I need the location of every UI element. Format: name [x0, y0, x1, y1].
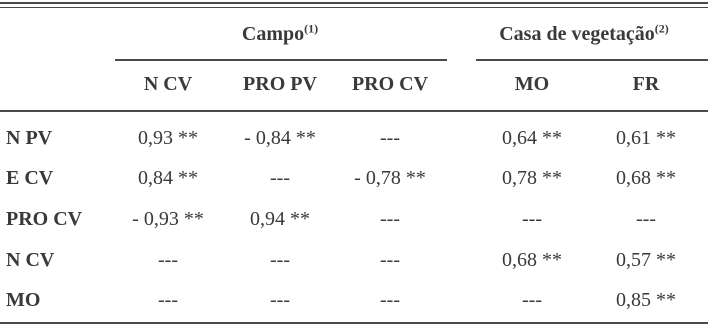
column-header: PRO CV — [351, 73, 429, 95]
top-rule — [0, 2, 708, 4]
column-header: FR — [632, 73, 660, 95]
table-cell: 0,85 ** — [616, 289, 676, 311]
column-header: MO — [514, 73, 550, 95]
row-label: PRO CV — [6, 208, 83, 230]
table-cell: 0,68 ** — [502, 249, 562, 271]
column-header: N CV — [143, 73, 193, 95]
table-cell: --- — [380, 249, 400, 271]
group-rule-campo — [115, 59, 447, 61]
group-label: Casa de vegetação — [499, 23, 655, 45]
group-header-campo — [242, 22, 318, 46]
table-cell: 0,94 ** — [250, 208, 310, 230]
row-label: N PV — [6, 127, 53, 149]
row-label: MO — [6, 289, 41, 311]
table-cell: 0,57 ** — [616, 249, 676, 271]
table-cell: 0,93 ** — [138, 127, 198, 149]
table-cell: --- — [270, 249, 290, 271]
table-cell: - 0,78 ** — [354, 167, 426, 189]
footnote-marker: (2) — [654, 21, 669, 36]
table-cell: 0,64 ** — [502, 127, 562, 149]
group-label: Campo — [241, 23, 305, 45]
table-cell: 0,68 ** — [616, 167, 676, 189]
table-cell: 0,84 ** — [138, 167, 198, 189]
column-header: PRO PV — [243, 73, 317, 95]
header-rule — [0, 110, 708, 112]
group-header-casa-de-vegetacao — [499, 22, 669, 46]
table-cell: --- — [380, 208, 400, 230]
table-cell: --- — [158, 289, 178, 311]
table-cell: --- — [380, 289, 400, 311]
footnote-marker: (1) — [304, 21, 319, 36]
table-cell: - 0,84 ** — [244, 127, 316, 149]
table-cell: 0,61 ** — [616, 127, 676, 149]
group-rule-casa-de-vegetacao — [476, 59, 708, 61]
table-cell: --- — [636, 208, 656, 230]
row-label: N CV — [6, 249, 55, 271]
table-cell: --- — [380, 127, 400, 149]
table-cell: --- — [270, 167, 290, 189]
bottom-rule — [0, 322, 708, 324]
row-label: E CV — [6, 167, 54, 189]
table-cell: --- — [522, 289, 542, 311]
table-cell: --- — [270, 289, 290, 311]
table-cell: - 0,93 ** — [132, 208, 204, 230]
top-rule-inner — [0, 7, 708, 8]
table-cell: --- — [158, 249, 178, 271]
table-cell: 0,78 ** — [502, 167, 562, 189]
table-cell: --- — [522, 208, 542, 230]
